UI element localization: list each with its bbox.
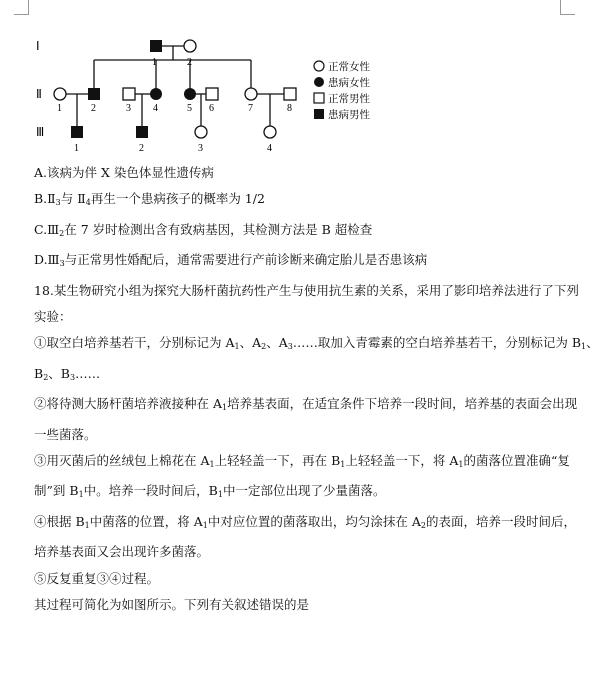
legend-normal-male: 正常男性 xyxy=(328,93,370,105)
III-2-number: 2 xyxy=(139,143,144,154)
step-3: ③用灭菌后的丝绒包上棉花在 $A_1$上轻轻盖一下，再在 $B_1$上轻轻盖一下，将 $A_1$的菌落位置准确“复 xyxy=(34,453,570,470)
step-3-cont: 制”到 $B_1$中。培养一段时间后，$B_1$中一定部位出现了少量菌落。 xyxy=(34,483,386,500)
step-2-cont: 一些菌落。 xyxy=(34,426,97,442)
question-18-stem: 18.某生物研究小组为探究大肠杆菌抗药性产生与使用抗生素的关系，采用了影印培养法进行了下列 xyxy=(34,282,579,298)
III-4-number: 4 xyxy=(267,143,272,154)
II-2-number: 2 xyxy=(91,103,96,114)
legend-normal-male-icon xyxy=(314,93,324,103)
legend-normal-female: 正常女性 xyxy=(328,61,370,73)
I-2-number: 2 xyxy=(187,57,192,68)
step-1: ①取空白培养基若干，分别标记为 $A_1$、$A_2$、$A_3\dots\dots$取加入青霉素的空白培养基若干，分别标记为 $B_1$、 xyxy=(34,335,599,352)
legend-affected-male: 患病男性 xyxy=(328,109,370,121)
III-4-normal-female xyxy=(264,126,276,138)
II-8-number: 8 xyxy=(287,103,292,114)
gen-label-I: Ⅰ xyxy=(36,39,40,53)
III-2-affected-male xyxy=(136,126,148,138)
step-4: ④根据 $B_1$中菌落的位置，将 $A_1$中对应位置的菌落取出，均匀涂抹在 $A_2$的表面，培养一段时间后， xyxy=(34,513,576,530)
II-4-affected-female xyxy=(150,88,162,100)
II-4-number: 4 xyxy=(153,103,158,114)
II-7-normal-female xyxy=(245,88,257,100)
III-3-normal-female xyxy=(195,126,207,138)
gen-label-II: Ⅱ xyxy=(36,87,42,101)
II-3-number: 3 xyxy=(126,103,131,114)
II-2-affected-male xyxy=(88,88,100,100)
option-a: A.该病为伴 X 染色体显性遗传病 xyxy=(34,165,214,180)
II-7-number: 7 xyxy=(248,103,253,114)
II-3-normal-male xyxy=(123,88,135,100)
III-1-number: 1 xyxy=(74,143,79,154)
I-1-number: 1 xyxy=(152,57,157,68)
step-2: ②将待测大肠杆菌培养液接种在 $A_1$培养基表面，在适宜条件下培养一段时间，培养基的表面会出现 xyxy=(34,396,578,413)
legend-affected-female-icon xyxy=(314,77,324,87)
question-text xyxy=(34,160,599,619)
crop-mark-right xyxy=(560,0,575,15)
I-1-affected-male xyxy=(150,40,162,52)
II-8-normal-male xyxy=(284,88,296,100)
option-b: $B.Ⅱ_3$与 $Ⅱ_4$再生一个患病孩子的概率为 1/2 xyxy=(34,191,265,208)
step-1-cont: $B_2$、$B_3\dots\dots$ xyxy=(34,365,101,382)
III-3-number: 3 xyxy=(198,143,203,154)
II-1-number: 1 xyxy=(57,103,62,114)
legend-affected-male-icon xyxy=(314,109,324,119)
step-4-cont: 培养基表面又会出现许多菌落。 xyxy=(34,544,210,560)
option-d: $D.Ⅲ_3$与正常男性婚配后，通常需要进行产前诊断来确定胎儿是否患该病 xyxy=(34,252,428,269)
II-6-number: 6 xyxy=(209,103,214,114)
step-5: ⑤反复重复③④过程。 xyxy=(34,570,160,586)
pedigree-chart xyxy=(28,30,408,158)
question-prompt: 其过程可简化为如图所示。下列有关叙述错误的是 xyxy=(34,597,310,613)
II-1-normal-female xyxy=(54,88,66,100)
gen-label-III: Ⅲ xyxy=(36,125,45,139)
legend-normal-female-icon xyxy=(314,61,324,71)
crop-mark-left xyxy=(14,0,29,15)
II-6-normal-male xyxy=(206,88,218,100)
II-5-number: 5 xyxy=(187,103,192,114)
II-5-affected-female xyxy=(184,88,196,100)
option-c: $C.Ⅲ_2$在 7 岁时检测出含有致病基因，其检测方法是 B 超检查 xyxy=(34,221,373,238)
III-1-affected-male xyxy=(71,126,83,138)
pedigree-legend xyxy=(314,60,370,121)
I-2-normal-female xyxy=(184,40,196,52)
legend-affected-female: 患病女性 xyxy=(328,77,370,89)
question-18-stem-cont: 实验： xyxy=(34,309,72,325)
